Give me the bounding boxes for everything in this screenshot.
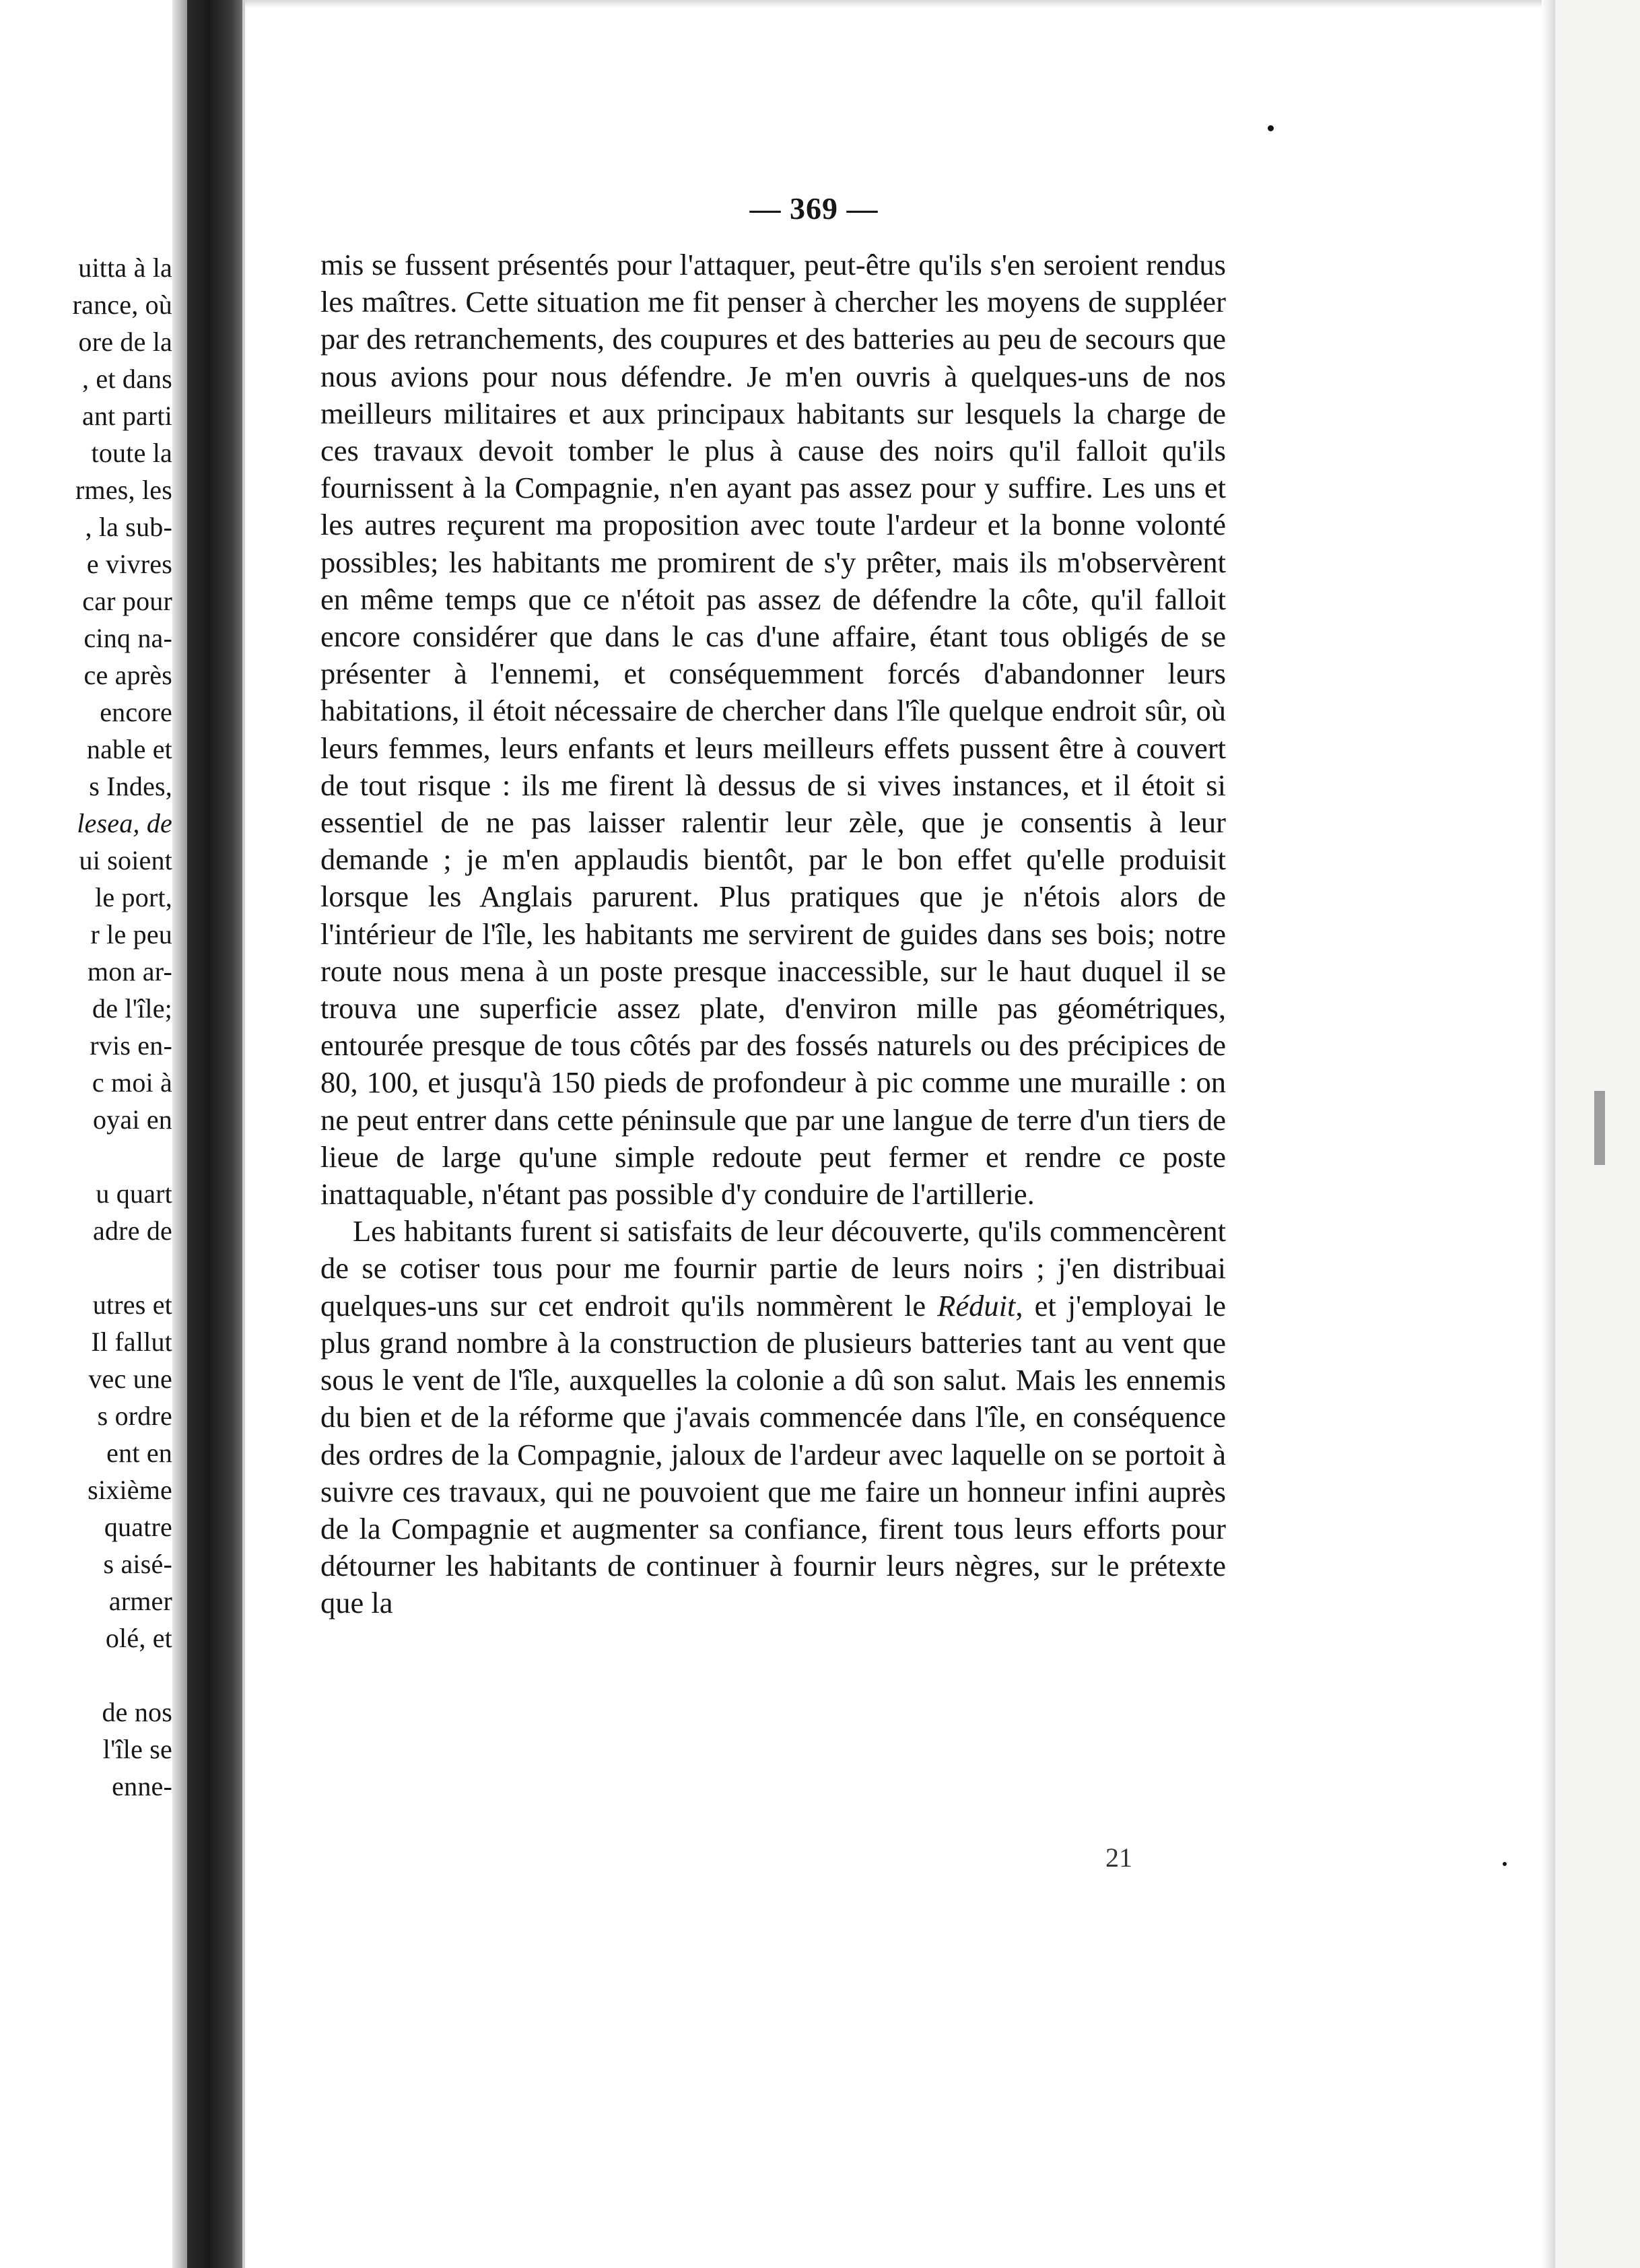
previous-page-line: lesea, de [77,808,172,838]
previous-page-line: nable et [86,734,172,764]
paragraph-1: mis se fussent présentés pour l'attaquer, peut-être qu'ils s'en seroient rendus les maîtres. Cette situation me fit penser à chercher les moyens de suppléer par des retranchements, des coupures et des batteries au peu de secours que nous avions pour nous défendre. Je m'en ouvris à quelques-uns de nos meilleurs militaires et aux principaux habitants sur lesquels la charge de ces travaux devoit tomber le plus à cause des noirs qu'il falloit qu'ils fournissent à la Compagnie, n'en ayant pas assez pour y suffire. Les uns et les autres reçurent ma proposition avec toute l'ardeur et la bonne volonté possibles; les habitants me promirent de s'y prêter, mais ils m'observèrent en même temps que ce n'étoit pas assez de défendre la côte, qu'il falloit encore considérer que dans le cas d'une affaire, étant tous obligés de se présenter à l'ennemi, et conséquemment forcés d'abandonner leurs habitations, il étoit nécessaire de chercher dans l'île quelque endroit sûr, où leurs femmes, leurs enfants et leurs meilleurs effets pussent être à couvert de tout risque : ils me firent là dessus de si vives instances, et il étoit si essentiel de ne pas laisser ralentir leur zèle, que je consentis à leur demande ; je m'en applaudis bientôt, par le bon effet qu'elle produisit lorsque les Anglais parurent. Plus pratiques que je n'étois alors de l'intérieur de l'île, les habitants me servirent de guides dans ses bois; notre route nous mena à un poste presque inaccessible, sur le haut duquel il se trouva une superficie assez plate, d'environ mille pas géométriques, entourée presque de tous côtés par des fossés naturels ou des précipices de 80, 100, et jusqu'à 150 pieds de profondeur à pic comme une muraille : on ne peut entrer dans cette péninsule que par une langue de terre d'un tiers de lieue de large qu'une simple redoute peut fermer et rendre ce poste inattaquable, n'étant pas possible d'y conduire de l'artillerie. [320,248,1226,1211]
book-spine [187,0,242,2268]
previous-page-line: rvis en- [90,1030,172,1061]
previous-page-line [0,1657,172,1694]
previous-page-line: rance, où [72,290,172,320]
previous-page-line: le port, [95,882,172,912]
ink-speck [1268,125,1274,131]
previous-page-line: encore [100,697,172,727]
previous-page-line: de nos [102,1697,172,1727]
previous-page-line: ce après [83,660,172,690]
previous-page-line: quatre [104,1512,172,1542]
place-name-italic: Réduit [937,1288,1016,1323]
previous-page-line: de l'île; [92,993,172,1024]
previous-page-line: toute la [91,438,172,468]
previous-page-text [0,249,172,1805]
previous-page-line: , et dans [82,364,172,394]
page-fold-mark [1594,1091,1605,1165]
previous-page-line: s aisé- [103,1549,172,1579]
previous-page-fragment [0,0,187,2268]
document-page [242,0,1555,2268]
previous-page-line: cinq na- [83,623,172,653]
previous-page-line: ant parti [82,401,172,431]
previous-page-line: adre de [93,1215,172,1246]
previous-page-line: u quart [96,1178,172,1209]
previous-page-line: c moi à [92,1067,172,1098]
previous-page-line: uitta à la [78,253,172,283]
previous-page-line: vec une [88,1364,172,1394]
previous-page-line: enne- [112,1771,172,1801]
previous-page-line: s ordre [97,1401,172,1431]
previous-page-line: sixième [88,1475,172,1505]
previous-page-line: oyai en [92,1104,172,1135]
previous-page-line: ent en [106,1438,172,1468]
paragraph-2 [320,1213,1226,1622]
previous-page-line: Il fallut [91,1327,172,1357]
previous-page-line: rmes, les [75,475,172,505]
previous-page-line: mon ar- [87,956,172,987]
previous-page-line: ore de la [78,327,172,357]
page-number: — 369 — [749,191,879,226]
previous-page-line: e vivres [86,549,172,579]
page-top-shadow [245,0,1555,8]
body-text [320,246,1226,1622]
previous-page-line: l'île se [102,1734,172,1764]
previous-page-line: s Indes, [89,771,172,801]
previous-page-line [0,1138,172,1175]
signature-mark: 21 [1105,1842,1132,1873]
page-gutter-shadow [172,0,187,2268]
ink-speck [1503,1862,1507,1866]
paragraph-2-continuation: , et j'employai le plus grand nombre à la construction de plusieurs batteries tant au vent que sous le vent de l'île, auxquelles la colonie a dû son salut. Mais les ennemis du bien et de la réforme que j'avais commencée dans l'île, en conséquence des ordres de la Compagnie, jaloux de l'ardeur avec laquelle on se portoit à suivre ces travaux, qui ne pouvoient que me faire un honneur infini auprès de la Compagnie et augmenter sa confiance, firent tous leurs efforts pour détourner les habitants de continuer à fournir leurs nègres, sur le prétexte que la [320,1288,1226,1620]
previous-page-line: , la sub- [85,512,172,542]
previous-page-line: utres et [92,1290,172,1320]
previous-page-line [0,1249,172,1286]
previous-page-line: r le peu [90,919,172,949]
previous-page-line: armer [108,1586,172,1616]
previous-page-line: ui soient [79,845,172,875]
previous-page-line: olé, et [105,1623,172,1653]
paragraph-2-text: Les habitants furent si satisfaits de leur découverte, qu'ils commencèrent de se cotiser tous pour me fournir partie de leurs noirs ; j'en distribuai quelques-uns sur cet endroit qu'ils nommèrent le [320,1214,1226,1323]
previous-page-line: car pour [82,586,172,616]
page-right-edge [1542,0,1555,2268]
